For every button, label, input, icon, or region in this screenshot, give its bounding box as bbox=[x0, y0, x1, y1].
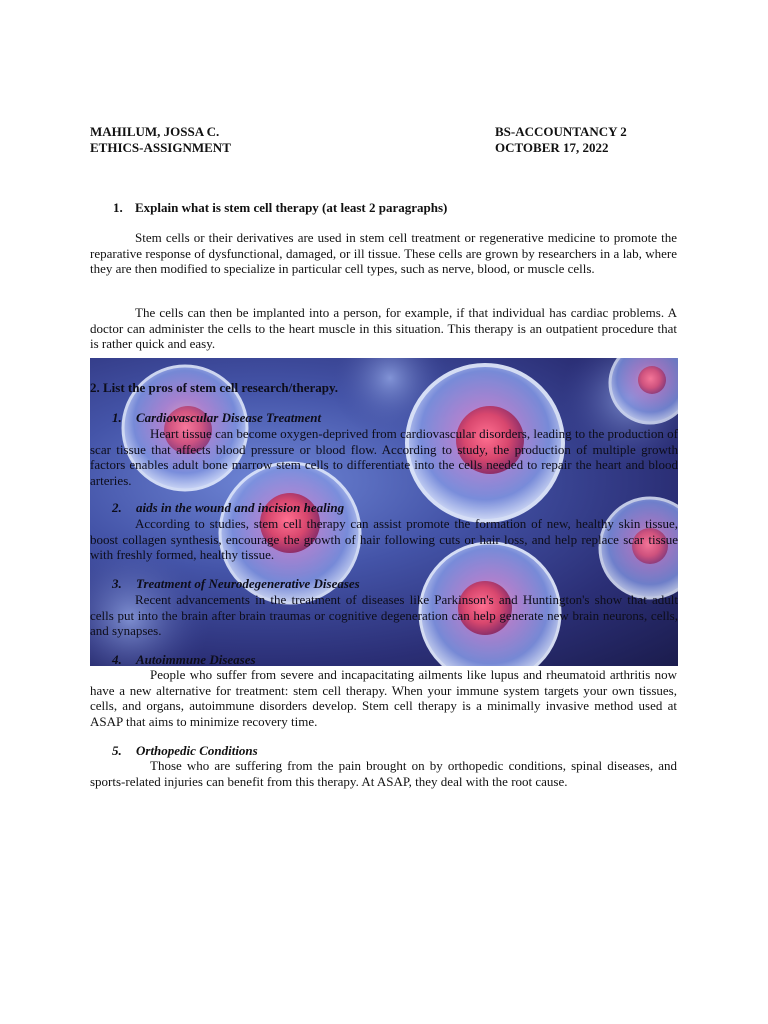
course-name: BS-ACCOUNTANCY 2 bbox=[495, 124, 627, 139]
question-1-heading bbox=[113, 200, 447, 216]
pro-1-title-text: Cardiovascular Disease Treatment bbox=[136, 410, 322, 425]
pro-2-body: According to studies, stem cell therapy can assist promote the formation of new, healthy skin tissue, boost collagen synthesis, encourage the growth of hair following cuts or hair loss, and help replace scar tissue with freshly formed, healthy tissue. bbox=[90, 516, 678, 562]
assignment-title: ETHICS-ASSIGNMENT bbox=[90, 140, 231, 155]
pro-2-title-text: aids in the wound and incision healing bbox=[136, 500, 345, 515]
pro-3-title bbox=[90, 576, 700, 592]
pro-3-number: 3. bbox=[112, 576, 122, 591]
student-name: MAHILUM, JOSSA C. bbox=[90, 124, 220, 139]
header-right bbox=[495, 124, 627, 156]
question-1-number: 1. bbox=[113, 200, 123, 215]
pro-3-title-text: Treatment of Neurodegenerative Diseases bbox=[136, 576, 360, 591]
pro-4-title bbox=[90, 652, 700, 668]
pro-2-title bbox=[90, 500, 700, 516]
question-1-text: Explain what is stem cell therapy (at least 2 paragraphs) bbox=[135, 200, 448, 215]
pro-1-body: Heart tissue can become oxygen-deprived from cardiovascular disorders, leading to the production of scar tissue that affects blood pressure or blood flow. According to study, the production of multiple growth factors enables adult bone marrow stem cells to differentiate into the cells needed to repair the heart and blood arteries. bbox=[90, 426, 678, 488]
pro-2-number: 2. bbox=[112, 500, 122, 515]
pro-1-number: 1. bbox=[112, 410, 122, 425]
question-1-paragraph-2: The cells can then be implanted into a person, for example, if that individual has cardiac problems. A doctor can administer the cells to the heart muscle in this situation. This therapy is an outpatient procedure that is rather quick and easy. bbox=[90, 305, 677, 351]
question-2-heading: 2. List the pros of stem cell research/therapy. bbox=[90, 380, 339, 395]
header-left bbox=[90, 124, 231, 156]
pro-4-title-text: Autoimmune Diseases bbox=[136, 652, 256, 667]
pro-3-body: Recent advancements in the treatment of diseases like Parkinson's and Huntington's show that adult cells put into the brain after brain traumas or cognitive degeneration can help generate new brain neurons, cells, and synapses. bbox=[90, 592, 678, 638]
pro-4-number: 4. bbox=[112, 652, 122, 667]
pro-5-title-text: Orthopedic Conditions bbox=[136, 743, 258, 758]
pro-5-body: Those who are suffering from the pain brought on by orthopedic conditions, spinal diseases, and sports-related injuries can benefit from this therapy. At ASAP, they deal with the root cause. bbox=[90, 758, 677, 789]
pro-5-number: 5. bbox=[112, 743, 122, 758]
pro-5-title bbox=[112, 743, 258, 759]
assignment-date: OCTOBER 17, 2022 bbox=[495, 140, 609, 155]
pro-1-title bbox=[90, 410, 700, 426]
pro-4-body: People who suffer from severe and incapacitating ailments like lupus and rheumatoid arthritis now have a new alternative for treatment: stem cell therapy. When your immune system targets your own tissues, cells, and organs, autoimmune disorders develop. Stem cell therapy is a minimally invasive method used at ASAP that aims to minimize recovery time. bbox=[90, 667, 677, 729]
question-1-paragraph-1: Stem cells or their derivatives are used in stem cell treatment or regenerative medicine to promote the reparative response of dysfunctional, damaged, or ill tissue. These cells are grown by researchers in a lab, where they are then modified to specialize in particular cell types, such as nerve, blood, or muscle cells. bbox=[90, 230, 677, 276]
